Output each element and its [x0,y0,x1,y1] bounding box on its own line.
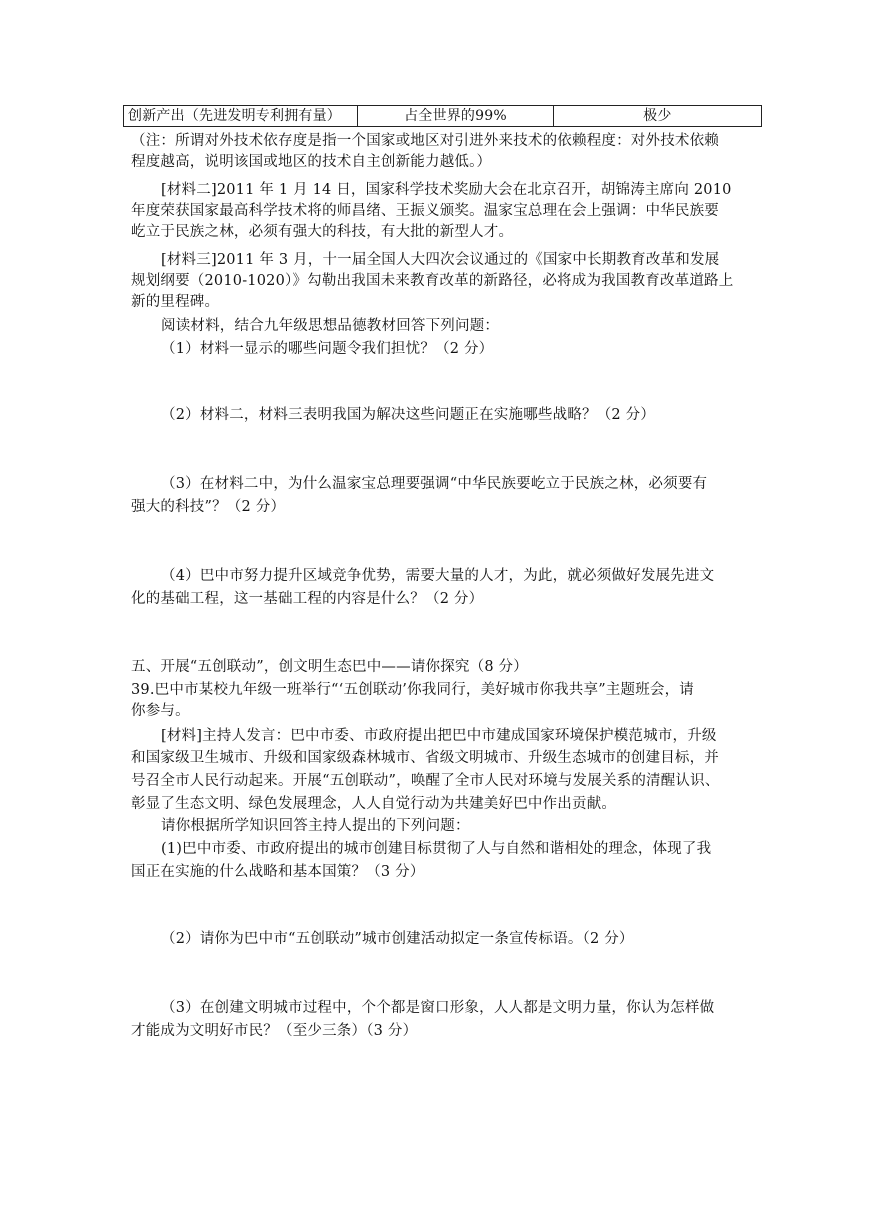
material2-line: [材料二]2011 年 1 月 14 日，国家科学技术奖励大会在北京召开，胡锦涛主席向 2010 [161,182,732,198]
section-material-line: 号召全市人民行动起来。开展“五创联动”，唤醒了全市人民对环境与发展关系的清醒认识、 [131,773,720,789]
question-39-line: 39.巴中市某校九年级一班举行“‘五创联动’你我同行，美好城市你我共享”主题班会，请 [131,682,695,698]
question-4-line: 化的基础工程，这一基础工程的内容是什么？（2 分） [131,591,484,607]
material3-line: 规划纲要（2010-1020）》勾勒出我国未来教育改革的新路径，必将成为我国教育改革道路上 [131,273,734,289]
note-line: （注：所谓对外技术依存度是指一个国家或地区对引进外来技术的依赖程度：对外技术依赖 [131,133,719,149]
section-material-line: 和国家级卫生城市、升级和国家级森林城市、省级文明城市、升级生态城市的创建目标，并 [131,750,719,766]
instruction: 阅读材料，结合九年级思想品德教材回答下列问题： [161,318,500,334]
section-material-line: 彰显了生态文明、绿色发展理念，人人自觉行动为共建美好巴中作出贡献。 [131,796,617,812]
table-cell: 创新产出（先进发明专利拥有量） [124,106,358,127]
material3-line: 新的里程碑。 [131,294,220,310]
subquestion-3-line: （3）在创建文明城市过程中，个个都是窗口形象，人人都是文明力量，你认为怎样做 [161,1000,715,1016]
question-3-line: 强大的科技”？（2 分） [131,499,286,515]
question-39-line: 你参与。 [131,703,190,719]
table-row [124,106,762,127]
material2-line: 屹立于民族之林，必须有强大的科技，有大批的新型人才。 [131,224,514,240]
subquestion-3-line: 才能成为文明好市民？（至少三条）（3 分） [131,1023,418,1039]
question-2: （2）材料二，材料三表明我国为解决这些问题正在实施哪些战略？（2 分） [161,407,656,423]
material2-line: 年度荣获国家最高科学技术将的师昌绪、王振义颁奖。温家宝总理在会上强调：中华民族要 [131,203,719,219]
subquestion-1-line: 国正在实施的什么战略和基本国策？（3 分） [131,864,425,880]
section-heading: 五、开展“五创联动”，创文明生态巴中——请你探究（8 分） [131,659,528,675]
question-4-line: （4）巴中市努力提升区域竞争优势，需要大量的人才，为此，就必须做好发展先进文 [161,568,715,584]
question-1: （1）材料一显示的哪些问题令我们担忧？（2 分） [161,341,494,357]
subquestion-2: （2）请你为巴中市“五创联动”城市创建活动拟定一条宣传标语。（2 分） [161,931,634,947]
section-prompt: 请你根据所学知识回答主持人提出的下列问题： [161,818,470,834]
table-cell: 极少 [553,106,761,127]
material3-line: [材料三]2011 年 3 月，十一届全国人大四次会议通过的《国家中长期教育改革和发展 [161,252,720,268]
comparison-table [123,105,762,127]
subquestion-1-line: (1)巴中市委、市政府提出的城市创建目标贯彻了人与自然和谐相处的理念，体现了我 [161,841,712,857]
section-material-line: [材料]主持人发言：巴中市委、市政府提出把巴中市建成国家环境保护模范城市，升级 [161,728,717,744]
table-cell: 占全世界的99% [358,106,553,127]
note-line: 程度越高，说明该国或地区的技术自主创新能力越低。） [131,154,492,170]
question-3-line: （3）在材料二中，为什么温家宝总理要强调“中华民族要屹立于民族之林，必须要有 [161,476,708,492]
